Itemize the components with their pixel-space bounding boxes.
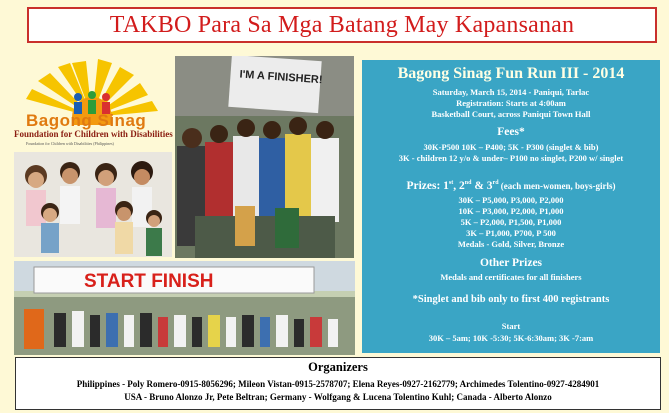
title-banner	[27, 7, 657, 43]
prize-3k: 3K – P1,000, P700, P 500	[466, 228, 556, 238]
prize-medals: Medals - Gold, Silver, Bronze	[457, 239, 565, 249]
fees-line-1: 30K-P500 10K – P400; 5K - P300 (singlet & bib)	[423, 142, 599, 152]
prize-10k: 10K – P3,000, P2,000, P1,000	[458, 206, 564, 216]
organizers-philippines: Philippines - Poly Romero-0915-8056296; Mileon Vistan-0915-2578707; Elena Reyes-0927-2162779; Archimedes Tolentino-0927-4284901	[76, 379, 600, 389]
event-info-panel	[362, 60, 660, 353]
logo-tagline: Foundation for Children with Disabilities	[14, 129, 173, 139]
finisher-sign-text: I'M A FINISHER!	[239, 68, 323, 87]
logo-fine-print: Foundation for Children with Disabilities (Philippines)	[26, 141, 114, 146]
race-start-photo	[14, 261, 355, 355]
organizers-abroad: USA - Bruno Alonzo Jr, Pete Beltran; Germany - Wolfgang & Lucena Tolentino Kuhl; Canada - Alberto Alonzo	[124, 392, 552, 402]
prize-30k: 30K – P5,000, P3,000, P2,000	[458, 195, 564, 205]
event-title: Bagong Sinag Fun Run III - 2014	[397, 65, 625, 82]
organizers-heading: Organizers	[308, 360, 368, 374]
event-venue: Basketball Court, across Paniqui Town Hall	[431, 109, 591, 119]
prize-5k: 5K – P2,000, P1,500, P1,000	[460, 217, 562, 227]
bagong-sinag-logo	[12, 55, 174, 150]
other-prizes-heading: Other Prizes	[479, 257, 543, 269]
start-heading: Start	[501, 321, 521, 331]
logo-name: Bagong Sinag	[26, 111, 147, 130]
finishers-group-photo	[175, 56, 354, 258]
fees-line-2: 3K - children 12 y/o & under– P100 no singlet, P200 w/ singlet	[398, 153, 624, 163]
event-registration: Registration: Starts at 4:00am	[456, 98, 566, 108]
event-date-location: Saturday, March 15, 2014 - Paniqui, Tarlac	[432, 87, 590, 97]
fees-heading: Fees*	[497, 126, 525, 138]
start-times: 30K – 5am; 10K -5:30; 5K-6:30am; 3K -7:am	[428, 333, 594, 343]
other-prizes-text: Medals and certificates for all finishers	[440, 272, 582, 282]
page-title: TAKBO Para Sa Mga Batang May Kapansanan	[109, 11, 575, 38]
start-finish-banner: START FINISH	[84, 271, 214, 292]
prizes-heading: Prizes: 1st, 2nd & 3rd (each men-women, boys-girls)	[406, 180, 616, 192]
organizers-box	[15, 357, 661, 410]
children-photo	[14, 152, 172, 257]
singlet-note: *Singlet and bib only to first 400 registrants	[412, 294, 610, 305]
